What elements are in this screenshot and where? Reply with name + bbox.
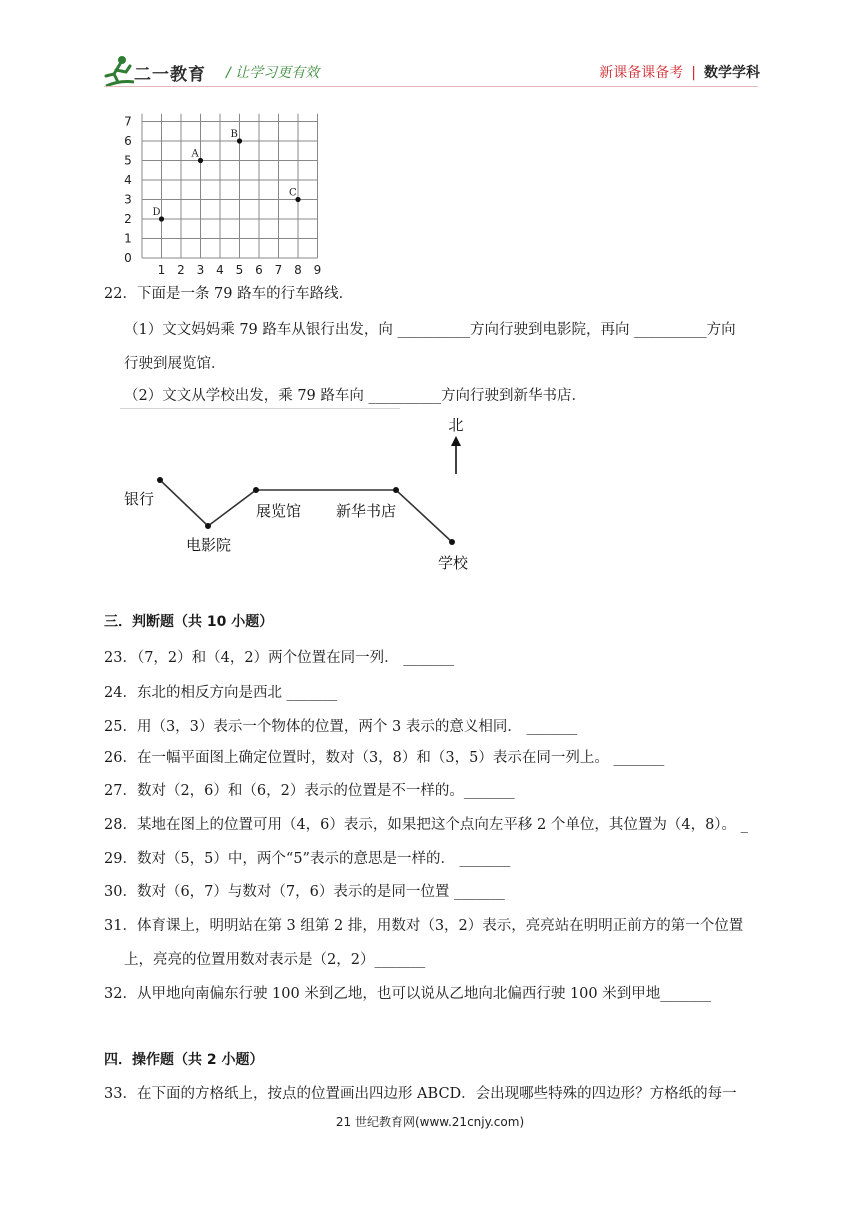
stop-cinema: 电影院 <box>186 536 232 554</box>
y-tick-label: 7 <box>124 114 132 129</box>
answer-blank[interactable]: __________ <box>368 388 442 404</box>
header-subject <box>599 62 760 82</box>
y-tick-label: 0 <box>124 251 132 265</box>
slogan: / 让学习更有效 <box>226 65 320 81</box>
north-label: 北 <box>448 416 464 434</box>
judgment-item: 25．用（3，3）表示一个物体的位置，两个 3 表示的意义相同． _______ <box>104 719 578 735</box>
judgment-item: 31．体育课上，明明站在第 3 组第 2 排，用数对（3，2）表示，亮亮站在明明正前方的第一个位置 <box>104 918 744 934</box>
stop-school: 学校 <box>438 554 469 572</box>
q22-stem: 22．下面是一条 79 路车的行车路线． <box>104 286 354 302</box>
y-tick-label: 3 <box>124 192 132 207</box>
judgment-item: 30．数对（6，7）与数对（7，6）表示的是同一位置 _______ <box>104 884 505 900</box>
x-tick-label: 1 <box>157 263 166 276</box>
header-separator: | <box>691 65 696 81</box>
point-label: A <box>191 148 199 160</box>
coordinate-grid <box>112 96 352 276</box>
page-header <box>0 0 860 100</box>
y-tick-label: 1 <box>124 231 132 246</box>
point-label: D <box>152 207 161 218</box>
y-tick-label: 4 <box>124 173 132 187</box>
page-footer: 21 世纪教育网(www.21cnjy.com) <box>335 1115 525 1129</box>
x-tick-label: 4 <box>216 263 224 276</box>
header-rule <box>104 86 758 87</box>
stop-bookstore: 新华书店 <box>336 502 397 520</box>
north-arrow-icon <box>451 436 461 474</box>
judgment-item: 29．数对（5，5）中，两个“5”表示的意思是一样的． _______ <box>104 851 511 867</box>
point-label: B <box>230 129 238 140</box>
x-tick-label: 9 <box>313 263 322 276</box>
header-tagline: 新课备课备考 <box>599 65 684 81</box>
x-tick-label: 5 <box>235 263 244 276</box>
bus-route-map <box>110 408 490 583</box>
answer-blank[interactable]: __________ <box>397 322 471 338</box>
point-label: C <box>289 187 297 199</box>
q33-stem: 33．在下面的方格纸上，按点的位置画出四边形 ABCD．会出现哪些特殊的四边形？方格纸的每一 <box>104 1086 737 1102</box>
header-subject-label: 数学学科 <box>704 65 760 81</box>
x-tick-label: 7 <box>274 263 283 276</box>
judgment-item: 32．从甲地向南偏东行驶 100 米到乙地，也可以说从乙地向北偏西行驶 100 米到甲地_______ <box>104 986 711 1002</box>
x-tick-label: 8 <box>294 263 302 276</box>
stop-exhibition-hall: 展览馆 <box>256 502 302 520</box>
stop-bank: 银行 <box>124 490 155 508</box>
x-tick-label: 3 <box>196 263 205 276</box>
judgment-item: 23．（7，2）和（4，2）两个位置在同一列． _______ <box>104 650 454 666</box>
judgment-item: 26．在一幅平面图上确定位置时，数对（3，8）和（3，5）表示在同一列上。 _______ <box>104 750 665 766</box>
y-tick-label: 5 <box>124 153 132 168</box>
q22-part1-cont: 行驶到展览馆． <box>124 356 226 372</box>
section-4-title: 四．操作题（共 2 小题） <box>104 1052 264 1068</box>
y-tick-label: 6 <box>124 134 132 148</box>
judgment-item: 27．数对（2，6）和（6，2）表示的位置是不一样的。_______ <box>104 783 515 799</box>
q22-part2: （2）文文从学校出发，乘 79 路车向 __________方向行驶到新华书店． <box>124 388 587 404</box>
judgment-item: 28．某地在图上的位置可用（4，6）表示，如果把这个点向左平移 2 个单位，其位置为（4，8）。 _ <box>104 817 748 833</box>
x-tick-label: 6 <box>255 263 263 276</box>
y-tick-label: 2 <box>124 212 132 226</box>
section-3-title: 三．判断题（共 10 小题） <box>104 614 274 630</box>
q22-part1: （1）文文妈妈乘 79 路车从银行出发，向 __________方向行驶到电影院，再向 __________方向 <box>124 322 736 338</box>
x-tick-label: 2 <box>177 263 185 276</box>
judgment-item: 24．东北的相反方向是西北 _______ <box>104 685 338 701</box>
logo-text: 二一教育 <box>134 65 206 85</box>
answer-blank[interactable]: __________ <box>634 322 707 338</box>
judgment-item-cont: 上，亮亮的位置用数对表示是（2，2）_______ <box>124 952 426 968</box>
